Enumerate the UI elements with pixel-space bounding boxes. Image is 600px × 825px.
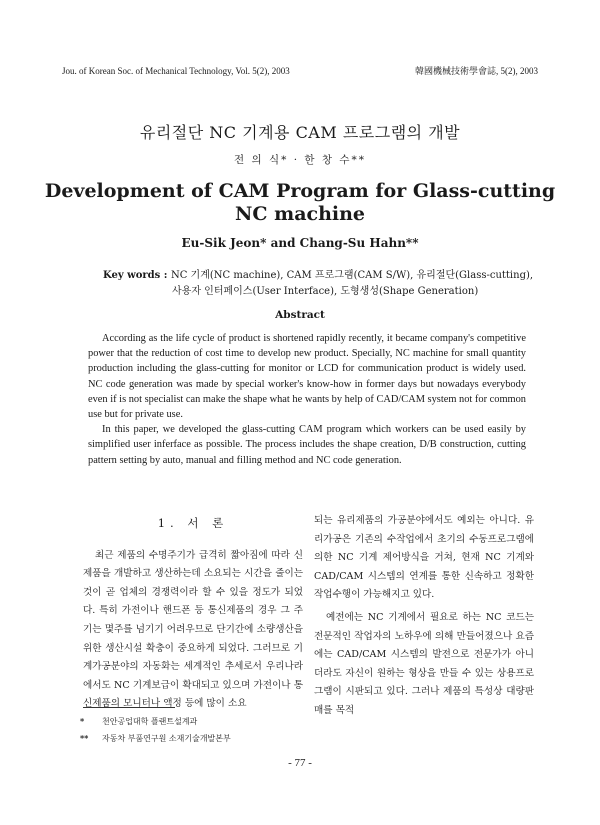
korean-authors: 전 의 식* · 한 창 수** (234, 154, 366, 166)
footnote-1-mark: * (80, 716, 85, 726)
keywords-line2: 사용자 인터페이스(User Interface), 도형생성(Shape Generation) (172, 286, 479, 297)
right-column (314, 512, 534, 721)
left-column (83, 512, 303, 714)
english-title-line1: Development of CAM Program for Glass-cutting (44, 180, 556, 202)
running-header-right: 韓國機械技術學會誌, 5(2), 2003 (415, 66, 538, 76)
right-column-paragraph-2: 예전에는 NC 기계에서 필요로 하는 NC 코드는 전문적인 작업자의 노하우에 의해 만들어졌으나 요즘에는 CAD/CAM 시스템의 발전으로 전문가가 아니더라도 자신이 원하는 형상을 만들 수 있는 상용프로그램이 시판되고 있다. 그러나 제품의 특성상 대량판매를 목적 (314, 611, 534, 716)
korean-title: 유리절단 NC 기계용 CAM 프로그램의 개발 (139, 123, 461, 142)
footnote-1-text: 천안공업대학 플랜트설계과 (102, 717, 198, 726)
running-header-left: Jou. of Korean Soc. of Mechanical Technology, Vol. 5(2), 2003 (62, 66, 290, 76)
footnote-2-text: 자동차 부품연구원 소재기술개발본부 (102, 734, 231, 743)
footnote-rule (83, 707, 175, 708)
abstract-paragraph-1: According as the life cycle of product is shortened rapidly recently, it became company's competitive power that the reduction of cost time to develop new product. Specially, NC machine for small quantity production including the glass-cutting for monitor or LCD for communication product is widely used. NC code generation was made by special worker's know-how in former days but nowadays everybody even if is not specialist can make the shape what he wants by help of CAD/CAM system not for common use but for private use. (88, 333, 526, 421)
left-column-paragraph: 최근 제품의 수명주기가 급격히 짧아짐에 따라 신제품을 개발하고 생산하는데 소요되는 시간을 줄이는 것이 곧 업체의 경쟁력이라 할 수 있을 정도가 되었다. 특히 가전이나 핸드폰 등 통신제품의 경우 그 주기는 몇주를 넘기기 어려우므로 단기간에 소량생산을 위한 생산시설 확충이 중요하게 되었다. 그러므로 기계가공분야의 자동화는 세계적인 추세로서 우리나라에서도 NC 기계보급이 확대되고 있으며 가전이나 통신제품의 모니터나 액정 등에 많이 소요 (83, 549, 303, 710)
section-heading: 1. 서 론 (157, 516, 229, 530)
right-column-paragraph-1: 되는 유리제품의 가공분야에서도 예외는 아니다. 유리가공은 기존의 수작업에서 초기의 수동프로그램에 의한 NC 기계 제어방식을 거쳐, 현재 NC 기계와 CAD/CAM 시스템의 연계를 통한 신속하고 정확한 작업수행이 가능해지고 있다. (314, 515, 534, 601)
keywords-line1: NC 기계(NC machine), CAM 프로그램(CAM S/W), 유리절단(Glass-cutting), (170, 270, 534, 281)
page-number: - 77 - (288, 757, 312, 769)
english-title (0, 180, 600, 226)
keywords (103, 268, 543, 300)
footnote-1 (80, 713, 231, 730)
footnote-2-mark: ** (80, 733, 89, 743)
english-title-line2: NC machine (234, 203, 366, 225)
keywords-label: Key words : (103, 270, 171, 281)
english-authors: Eu-Sik Jeon* and Chang-Su Hahn** (181, 236, 419, 250)
abstract-paragraph-2: In this paper, we developed the glass-cutting CAM program which workers can be used easily by simplified user inferface as possible. The process includes the shape creation, D/B construction, cutting pattern setting by auto, manual and filling method and NC code generation. (88, 424, 526, 466)
footnotes (80, 713, 231, 747)
abstract-heading: Abstract (275, 309, 325, 321)
footnote-2 (80, 730, 231, 747)
abstract-body (88, 331, 526, 468)
